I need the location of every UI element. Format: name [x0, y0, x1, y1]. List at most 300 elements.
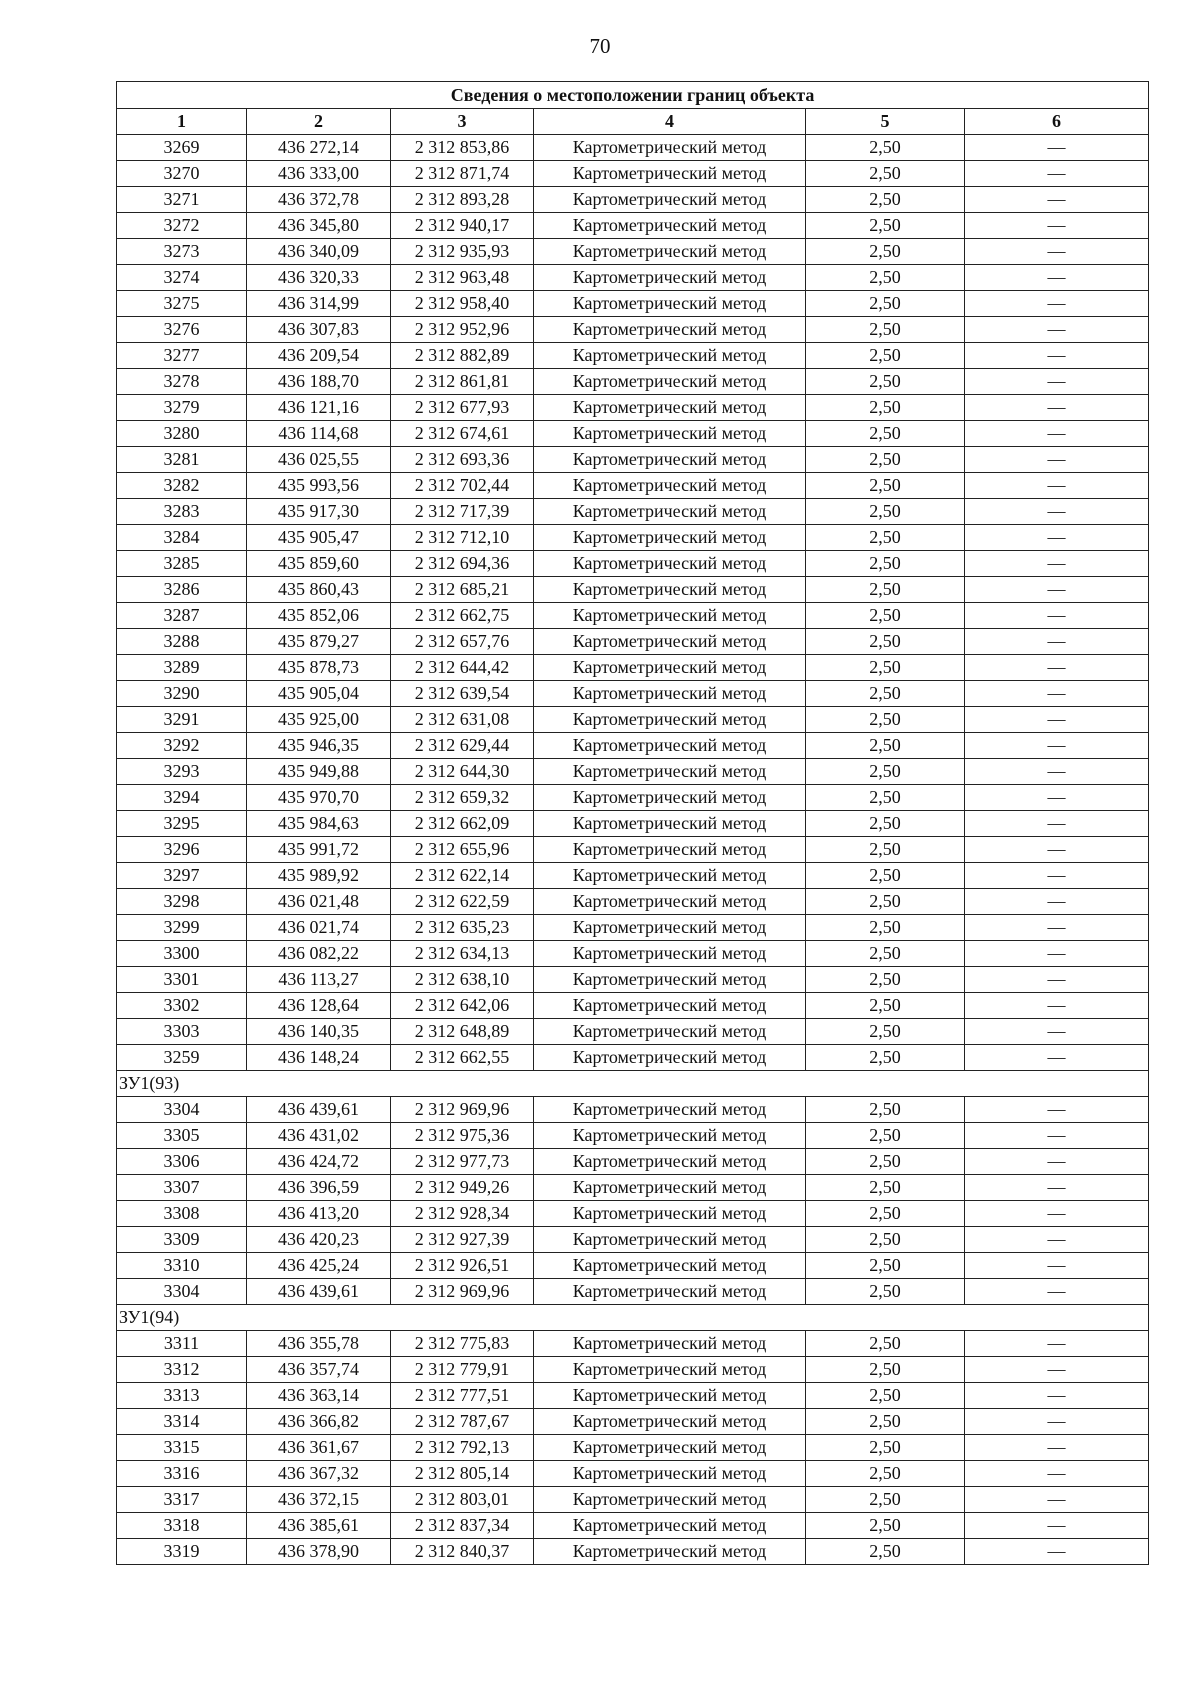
point-number-cell: 3275: [117, 291, 247, 317]
table-row: [117, 1383, 1149, 1409]
x-coordinate-cell: 436 121,16: [247, 395, 391, 421]
y-coordinate-cell: 2 312 644,30: [391, 759, 534, 785]
note-cell: —: [965, 785, 1149, 811]
point-number-cell: 3279: [117, 395, 247, 421]
point-number-cell: 3285: [117, 551, 247, 577]
x-coordinate-cell: 436 366,82: [247, 1409, 391, 1435]
x-coordinate-cell: 435 970,70: [247, 785, 391, 811]
x-coordinate-cell: 436 345,80: [247, 213, 391, 239]
y-coordinate-cell: 2 312 659,32: [391, 785, 534, 811]
section-row: [117, 1071, 1149, 1097]
column-number: 2: [247, 109, 391, 135]
accuracy-cell: 2,50: [806, 993, 965, 1019]
table-row: [117, 863, 1149, 889]
y-coordinate-cell: 2 312 655,96: [391, 837, 534, 863]
method-cell: Картометрический метод: [534, 551, 806, 577]
table-row: [117, 1227, 1149, 1253]
table-row: [117, 1331, 1149, 1357]
accuracy-cell: 2,50: [806, 499, 965, 525]
accuracy-cell: 2,50: [806, 1331, 965, 1357]
method-cell: Картометрический метод: [534, 343, 806, 369]
note-cell: —: [965, 603, 1149, 629]
note-cell: —: [965, 525, 1149, 551]
method-cell: Картометрический метод: [534, 1331, 806, 1357]
x-coordinate-cell: 435 989,92: [247, 863, 391, 889]
table-row: [117, 759, 1149, 785]
method-cell: Картометрический метод: [534, 889, 806, 915]
table-row: [117, 785, 1149, 811]
table-row: [117, 213, 1149, 239]
point-number-cell: 3316: [117, 1461, 247, 1487]
y-coordinate-cell: 2 312 634,13: [391, 941, 534, 967]
y-coordinate-cell: 2 312 969,96: [391, 1097, 534, 1123]
accuracy-cell: 2,50: [806, 213, 965, 239]
table-row: [117, 473, 1149, 499]
accuracy-cell: 2,50: [806, 1123, 965, 1149]
x-coordinate-cell: 435 993,56: [247, 473, 391, 499]
y-coordinate-cell: 2 312 662,09: [391, 811, 534, 837]
table-row: [117, 395, 1149, 421]
point-number-cell: 3318: [117, 1513, 247, 1539]
y-coordinate-cell: 2 312 638,10: [391, 967, 534, 993]
method-cell: Картометрический метод: [534, 993, 806, 1019]
method-cell: Картометрический метод: [534, 733, 806, 759]
note-cell: —: [965, 759, 1149, 785]
y-coordinate-cell: 2 312 927,39: [391, 1227, 534, 1253]
accuracy-cell: 2,50: [806, 1357, 965, 1383]
note-cell: —: [965, 421, 1149, 447]
y-coordinate-cell: 2 312 805,14: [391, 1461, 534, 1487]
y-coordinate-cell: 2 312 871,74: [391, 161, 534, 187]
note-cell: —: [965, 317, 1149, 343]
method-cell: Картометрический метод: [534, 1253, 806, 1279]
section-label: ЗУ1(94): [117, 1305, 1149, 1331]
note-cell: —: [965, 369, 1149, 395]
point-number-cell: 3291: [117, 707, 247, 733]
method-cell: Картометрический метод: [534, 941, 806, 967]
table-row: [117, 967, 1149, 993]
point-number-cell: 3292: [117, 733, 247, 759]
y-coordinate-cell: 2 312 622,59: [391, 889, 534, 915]
column-number: 4: [534, 109, 806, 135]
section-label: ЗУ1(93): [117, 1071, 1149, 1097]
point-number-cell: 3304: [117, 1097, 247, 1123]
note-cell: —: [965, 993, 1149, 1019]
point-number-cell: 3298: [117, 889, 247, 915]
point-number-cell: 3294: [117, 785, 247, 811]
point-number-cell: 3270: [117, 161, 247, 187]
accuracy-cell: 2,50: [806, 473, 965, 499]
x-coordinate-cell: 436 357,74: [247, 1357, 391, 1383]
method-cell: Картометрический метод: [534, 577, 806, 603]
accuracy-cell: 2,50: [806, 837, 965, 863]
accuracy-cell: 2,50: [806, 915, 965, 941]
accuracy-cell: 2,50: [806, 655, 965, 681]
y-coordinate-cell: 2 312 969,96: [391, 1279, 534, 1305]
table-row: [117, 889, 1149, 915]
x-coordinate-cell: 436 420,23: [247, 1227, 391, 1253]
accuracy-cell: 2,50: [806, 291, 965, 317]
point-number-cell: 3303: [117, 1019, 247, 1045]
y-coordinate-cell: 2 312 685,21: [391, 577, 534, 603]
note-cell: —: [965, 863, 1149, 889]
method-cell: Картометрический метод: [534, 1175, 806, 1201]
accuracy-cell: 2,50: [806, 759, 965, 785]
accuracy-cell: 2,50: [806, 1253, 965, 1279]
table-row: [117, 369, 1149, 395]
accuracy-cell: 2,50: [806, 1513, 965, 1539]
accuracy-cell: 2,50: [806, 1461, 965, 1487]
y-coordinate-cell: 2 312 958,40: [391, 291, 534, 317]
point-number-cell: 3281: [117, 447, 247, 473]
column-number-row: [117, 109, 1149, 135]
y-coordinate-cell: 2 312 694,36: [391, 551, 534, 577]
accuracy-cell: 2,50: [806, 1045, 965, 1071]
note-cell: —: [965, 733, 1149, 759]
point-number-cell: 3302: [117, 993, 247, 1019]
table-row: [117, 1123, 1149, 1149]
table-row: [117, 1019, 1149, 1045]
table-row: [117, 629, 1149, 655]
method-cell: Картометрический метод: [534, 317, 806, 343]
y-coordinate-cell: 2 312 775,83: [391, 1331, 534, 1357]
accuracy-cell: 2,50: [806, 187, 965, 213]
x-coordinate-cell: 436 209,54: [247, 343, 391, 369]
method-cell: Картометрический метод: [534, 603, 806, 629]
method-cell: Картометрический метод: [534, 785, 806, 811]
point-number-cell: 3271: [117, 187, 247, 213]
x-coordinate-cell: 435 905,47: [247, 525, 391, 551]
note-cell: —: [965, 135, 1149, 161]
table-row: [117, 1253, 1149, 1279]
x-coordinate-cell: 436 333,00: [247, 161, 391, 187]
y-coordinate-cell: 2 312 861,81: [391, 369, 534, 395]
section-row: [117, 1305, 1149, 1331]
method-cell: Картометрический метод: [534, 161, 806, 187]
table-row: [117, 681, 1149, 707]
y-coordinate-cell: 2 312 677,93: [391, 395, 534, 421]
x-coordinate-cell: 436 021,48: [247, 889, 391, 915]
method-cell: Картометрический метод: [534, 915, 806, 941]
point-number-cell: 3289: [117, 655, 247, 681]
accuracy-cell: 2,50: [806, 889, 965, 915]
method-cell: Картометрический метод: [534, 811, 806, 837]
accuracy-cell: 2,50: [806, 395, 965, 421]
note-cell: —: [965, 265, 1149, 291]
table-row: [117, 837, 1149, 863]
method-cell: Картометрический метод: [534, 1409, 806, 1435]
accuracy-cell: 2,50: [806, 1097, 965, 1123]
point-number-cell: 3283: [117, 499, 247, 525]
method-cell: Картометрический метод: [534, 499, 806, 525]
accuracy-cell: 2,50: [806, 447, 965, 473]
x-coordinate-cell: 436 413,20: [247, 1201, 391, 1227]
note-cell: —: [965, 629, 1149, 655]
note-cell: —: [965, 1097, 1149, 1123]
accuracy-cell: 2,50: [806, 1279, 965, 1305]
x-coordinate-cell: 436 082,22: [247, 941, 391, 967]
accuracy-cell: 2,50: [806, 551, 965, 577]
table-row: [117, 1409, 1149, 1435]
table-row: [117, 577, 1149, 603]
point-number-cell: 3295: [117, 811, 247, 837]
note-cell: —: [965, 551, 1149, 577]
note-cell: —: [965, 161, 1149, 187]
note-cell: —: [965, 837, 1149, 863]
table-row: [117, 733, 1149, 759]
note-cell: —: [965, 655, 1149, 681]
y-coordinate-cell: 2 312 893,28: [391, 187, 534, 213]
table-row: [117, 317, 1149, 343]
accuracy-cell: 2,50: [806, 1019, 965, 1045]
note-cell: —: [965, 343, 1149, 369]
x-coordinate-cell: 436 113,27: [247, 967, 391, 993]
point-number-cell: 3311: [117, 1331, 247, 1357]
point-number-cell: 3280: [117, 421, 247, 447]
table-row: [117, 1435, 1149, 1461]
note-cell: —: [965, 1435, 1149, 1461]
accuracy-cell: 2,50: [806, 239, 965, 265]
accuracy-cell: 2,50: [806, 161, 965, 187]
point-number-cell: 3274: [117, 265, 247, 291]
y-coordinate-cell: 2 312 928,34: [391, 1201, 534, 1227]
method-cell: Картометрический метод: [534, 1097, 806, 1123]
note-cell: —: [965, 1409, 1149, 1435]
table-row: [117, 161, 1149, 187]
point-number-cell: 3287: [117, 603, 247, 629]
table-row: [117, 1357, 1149, 1383]
accuracy-cell: 2,50: [806, 1175, 965, 1201]
method-cell: Картометрический метод: [534, 395, 806, 421]
table-row: [117, 1539, 1149, 1565]
x-coordinate-cell: 436 385,61: [247, 1513, 391, 1539]
page-number: 70: [589, 34, 611, 58]
x-coordinate-cell: 436 148,24: [247, 1045, 391, 1071]
method-cell: Картометрический метод: [534, 707, 806, 733]
x-coordinate-cell: 436 025,55: [247, 447, 391, 473]
x-coordinate-cell: 436 439,61: [247, 1097, 391, 1123]
table-row: [117, 1045, 1149, 1071]
x-coordinate-cell: 436 367,32: [247, 1461, 391, 1487]
table-row: [117, 291, 1149, 317]
y-coordinate-cell: 2 312 657,76: [391, 629, 534, 655]
table-row: [117, 525, 1149, 551]
x-coordinate-cell: 436 372,78: [247, 187, 391, 213]
y-coordinate-cell: 2 312 952,96: [391, 317, 534, 343]
note-cell: —: [965, 395, 1149, 421]
note-cell: —: [965, 1175, 1149, 1201]
table-row: [117, 603, 1149, 629]
point-number-cell: 3300: [117, 941, 247, 967]
accuracy-cell: 2,50: [806, 967, 965, 993]
note-cell: —: [965, 1019, 1149, 1045]
note-cell: —: [965, 1045, 1149, 1071]
table-row: [117, 187, 1149, 213]
point-number-cell: 3319: [117, 1539, 247, 1565]
y-coordinate-cell: 2 312 622,14: [391, 863, 534, 889]
note-cell: —: [965, 1461, 1149, 1487]
method-cell: Картометрический метод: [534, 239, 806, 265]
point-number-cell: 3297: [117, 863, 247, 889]
note-cell: —: [965, 213, 1149, 239]
y-coordinate-cell: 2 312 674,61: [391, 421, 534, 447]
y-coordinate-cell: 2 312 837,34: [391, 1513, 534, 1539]
table-row: [117, 993, 1149, 1019]
x-coordinate-cell: 435 917,30: [247, 499, 391, 525]
y-coordinate-cell: 2 312 717,39: [391, 499, 534, 525]
point-number-cell: 3269: [117, 135, 247, 161]
table-row: [117, 551, 1149, 577]
table-row: [117, 1097, 1149, 1123]
method-cell: Картометрический метод: [534, 759, 806, 785]
note-cell: —: [965, 239, 1149, 265]
note-cell: —: [965, 915, 1149, 941]
table-row: [117, 1201, 1149, 1227]
note-cell: —: [965, 967, 1149, 993]
table-caption: Сведения о местоположении границ объекта: [117, 82, 1149, 109]
table-row: [117, 941, 1149, 967]
note-cell: —: [965, 1279, 1149, 1305]
y-coordinate-cell: 2 312 631,08: [391, 707, 534, 733]
note-cell: —: [965, 577, 1149, 603]
y-coordinate-cell: 2 312 949,26: [391, 1175, 534, 1201]
method-cell: Картометрический метод: [534, 967, 806, 993]
note-cell: —: [965, 1227, 1149, 1253]
x-coordinate-cell: 436 396,59: [247, 1175, 391, 1201]
y-coordinate-cell: 2 312 882,89: [391, 343, 534, 369]
table-row: [117, 1175, 1149, 1201]
x-coordinate-cell: 436 355,78: [247, 1331, 391, 1357]
x-coordinate-cell: 436 439,61: [247, 1279, 391, 1305]
point-number-cell: 3296: [117, 837, 247, 863]
point-number-cell: 3282: [117, 473, 247, 499]
note-cell: —: [965, 1253, 1149, 1279]
point-number-cell: 3277: [117, 343, 247, 369]
method-cell: Картометрический метод: [534, 213, 806, 239]
point-number-cell: 3276: [117, 317, 247, 343]
y-coordinate-cell: 2 312 662,75: [391, 603, 534, 629]
point-number-cell: 3312: [117, 1357, 247, 1383]
point-number-cell: 3317: [117, 1487, 247, 1513]
accuracy-cell: 2,50: [806, 135, 965, 161]
point-number-cell: 3278: [117, 369, 247, 395]
y-coordinate-cell: 2 312 648,89: [391, 1019, 534, 1045]
x-coordinate-cell: 435 905,04: [247, 681, 391, 707]
column-number: 5: [806, 109, 965, 135]
accuracy-cell: 2,50: [806, 863, 965, 889]
point-number-cell: 3308: [117, 1201, 247, 1227]
method-cell: Картометрический метод: [534, 135, 806, 161]
y-coordinate-cell: 2 312 935,93: [391, 239, 534, 265]
note-cell: —: [965, 291, 1149, 317]
table-row: [117, 915, 1149, 941]
x-coordinate-cell: 436 114,68: [247, 421, 391, 447]
table-row: [117, 447, 1149, 473]
table-row: [117, 1461, 1149, 1487]
note-cell: —: [965, 1123, 1149, 1149]
x-coordinate-cell: 436 021,74: [247, 915, 391, 941]
y-coordinate-cell: 2 312 803,01: [391, 1487, 534, 1513]
method-cell: Картометрический метод: [534, 1513, 806, 1539]
method-cell: Картометрический метод: [534, 473, 806, 499]
x-coordinate-cell: 435 946,35: [247, 733, 391, 759]
note-cell: —: [965, 1383, 1149, 1409]
method-cell: Картометрический метод: [534, 1383, 806, 1409]
point-number-cell: 3284: [117, 525, 247, 551]
x-coordinate-cell: 436 372,15: [247, 1487, 391, 1513]
note-cell: —: [965, 499, 1149, 525]
y-coordinate-cell: 2 312 792,13: [391, 1435, 534, 1461]
point-number-cell: 3272: [117, 213, 247, 239]
x-coordinate-cell: 436 361,67: [247, 1435, 391, 1461]
method-cell: Картометрический метод: [534, 1149, 806, 1175]
column-number: 1: [117, 109, 247, 135]
note-cell: —: [965, 1513, 1149, 1539]
y-coordinate-cell: 2 312 662,55: [391, 1045, 534, 1071]
method-cell: Картометрический метод: [534, 1357, 806, 1383]
point-number-cell: 3273: [117, 239, 247, 265]
table-row: [117, 1279, 1149, 1305]
x-coordinate-cell: 436 140,35: [247, 1019, 391, 1045]
method-cell: Картометрический метод: [534, 681, 806, 707]
y-coordinate-cell: 2 312 926,51: [391, 1253, 534, 1279]
boundary-coordinates-table: [116, 81, 1149, 1565]
point-number-cell: 3306: [117, 1149, 247, 1175]
point-number-cell: 3286: [117, 577, 247, 603]
x-coordinate-cell: 436 272,14: [247, 135, 391, 161]
note-cell: —: [965, 1539, 1149, 1565]
method-cell: Картометрический метод: [534, 1019, 806, 1045]
note-cell: —: [965, 707, 1149, 733]
accuracy-cell: 2,50: [806, 1487, 965, 1513]
accuracy-cell: 2,50: [806, 1539, 965, 1565]
x-coordinate-cell: 435 852,06: [247, 603, 391, 629]
point-number-cell: 3314: [117, 1409, 247, 1435]
point-number-cell: 3259: [117, 1045, 247, 1071]
y-coordinate-cell: 2 312 644,42: [391, 655, 534, 681]
note-cell: —: [965, 941, 1149, 967]
table-row: [117, 1487, 1149, 1513]
point-number-cell: 3313: [117, 1383, 247, 1409]
accuracy-cell: 2,50: [806, 525, 965, 551]
point-number-cell: 3315: [117, 1435, 247, 1461]
x-coordinate-cell: 435 860,43: [247, 577, 391, 603]
note-cell: —: [965, 473, 1149, 499]
method-cell: Картометрический метод: [534, 1227, 806, 1253]
x-coordinate-cell: 435 925,00: [247, 707, 391, 733]
point-number-cell: 3293: [117, 759, 247, 785]
table-row: [117, 499, 1149, 525]
accuracy-cell: 2,50: [806, 577, 965, 603]
accuracy-cell: 2,50: [806, 681, 965, 707]
note-cell: —: [965, 811, 1149, 837]
note-cell: —: [965, 1487, 1149, 1513]
accuracy-cell: 2,50: [806, 603, 965, 629]
method-cell: Картометрический метод: [534, 655, 806, 681]
x-coordinate-cell: 436 431,02: [247, 1123, 391, 1149]
column-number: 6: [965, 109, 1149, 135]
point-number-cell: 3299: [117, 915, 247, 941]
note-cell: —: [965, 889, 1149, 915]
y-coordinate-cell: 2 312 702,44: [391, 473, 534, 499]
y-coordinate-cell: 2 312 963,48: [391, 265, 534, 291]
y-coordinate-cell: 2 312 977,73: [391, 1149, 534, 1175]
method-cell: Картометрический метод: [534, 1279, 806, 1305]
method-cell: Картометрический метод: [534, 837, 806, 863]
table-row: [117, 239, 1149, 265]
y-coordinate-cell: 2 312 975,36: [391, 1123, 534, 1149]
point-number-cell: 3305: [117, 1123, 247, 1149]
